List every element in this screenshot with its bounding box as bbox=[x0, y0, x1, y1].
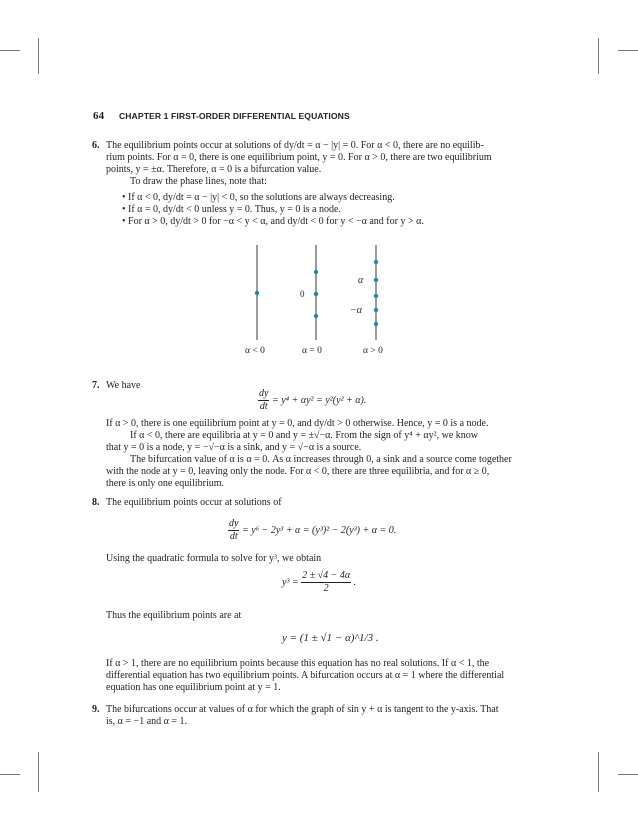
page-number: 64 bbox=[93, 110, 105, 122]
arrow-point bbox=[255, 291, 259, 295]
eq-numerator: 2 ± √4 − 4α bbox=[302, 570, 351, 581]
running-header bbox=[93, 110, 350, 123]
label-zero: 0 bbox=[300, 289, 305, 299]
equation-8c bbox=[282, 632, 379, 644]
eq-lhs: y³ = bbox=[282, 576, 299, 588]
bullet-item: • If α = 0, dy/dt < 0 unless y = 0. Thus, y = 0 is a node. bbox=[122, 204, 341, 215]
caption-alpha-pos: α > 0 bbox=[363, 346, 383, 356]
chapter-title: CHAPTER 1 FIRST-ORDER DIFFERENTIAL EQUATIONS bbox=[118, 111, 350, 121]
text-line: points, y = ±α. Therefore, α = 0 is a bifurcation value. bbox=[106, 164, 322, 175]
equilibrium-point bbox=[374, 278, 378, 282]
text-line: The equilibrium points occur at solutions of bbox=[106, 497, 282, 508]
arrow-point bbox=[374, 294, 378, 298]
text-line: that y = 0 is a node, y = −√−α is a sink, and y = √−α is a source. bbox=[106, 442, 362, 453]
text-line: To draw the phase lines, note that: bbox=[130, 176, 267, 187]
eq-rhs: = y⁶ − 2y³ + α = (y³)² − 2(y³) + α = 0. bbox=[241, 524, 397, 536]
eq-rhs: = y⁴ + αy² = y²(y² + α). bbox=[271, 394, 367, 406]
equilibrium-point bbox=[314, 292, 318, 296]
text-line: Thus the equilibrium points are at bbox=[106, 610, 242, 621]
problem-number: 6. bbox=[92, 140, 100, 151]
label-neg-alpha: −α bbox=[350, 305, 362, 316]
bullet-item: • If α < 0, dy/dt = α − |y| < 0, so the solutions are always decreasing. bbox=[122, 192, 395, 203]
arrow-point bbox=[314, 314, 318, 318]
text-line: If α > 0, there is one equilibrium point at y = 0, and dy/dt > 0 otherwise. Hence, y = 0 is a node. bbox=[106, 418, 489, 429]
problem-8-body bbox=[106, 658, 542, 694]
text-line: If α > 1, there are no equilibrium points because this equation has no real solutions. If α < 1, the bbox=[106, 658, 490, 669]
text-line: Using the quadratic formula to solve for y³, we obtain bbox=[106, 553, 322, 564]
eq-root: y = (1 ± √1 − α)^1/3 . bbox=[282, 632, 379, 644]
arrow-point bbox=[374, 322, 378, 326]
crop-mark bbox=[0, 50, 20, 51]
problem-8-text-2 bbox=[106, 553, 542, 565]
crop-mark bbox=[38, 752, 39, 792]
caption-alpha-zero: α = 0 bbox=[302, 346, 322, 356]
crop-mark bbox=[598, 38, 599, 74]
arrow-point bbox=[314, 270, 318, 274]
crop-mark bbox=[618, 774, 638, 775]
problem-6 bbox=[92, 140, 542, 228]
equation-7 bbox=[258, 388, 366, 413]
problem-number: 8. bbox=[92, 497, 100, 508]
label-alpha: α bbox=[358, 275, 364, 286]
problem-9 bbox=[92, 704, 542, 728]
problem-8-text-3 bbox=[106, 610, 542, 622]
text-line: with the node at y = 0, leaving only the node. For α < 0, there are three equilibria, and for α ≥ 0, bbox=[106, 466, 490, 477]
text-line: there is only one equilibrium. bbox=[106, 478, 225, 489]
eq-numerator: dy bbox=[259, 388, 269, 399]
text-line: The equilibrium points occur at solutions of dy/dt = α − |y| = 0. For α < 0, there are no equilib- bbox=[106, 140, 484, 151]
problem-7-body bbox=[106, 418, 542, 490]
eq-end: . bbox=[353, 576, 357, 588]
eq-denominator: dt bbox=[259, 401, 268, 412]
crop-mark bbox=[38, 38, 39, 74]
text-line: is, α = −1 and α = 1. bbox=[106, 716, 188, 727]
problem-8 bbox=[92, 497, 542, 509]
text-line: The bifurcations occur at values of α for which the graph of sin y + α is tangent to the y-axis. That bbox=[106, 704, 499, 715]
text-line: If α < 0, there are equilibria at y = 0 and y = ±√−α. From the sign of y⁴ + αy², we know bbox=[130, 430, 478, 441]
equation-8a bbox=[228, 518, 396, 543]
crop-mark bbox=[0, 774, 20, 775]
eq-numerator: dy bbox=[229, 518, 239, 529]
text-line: equation has one equilibrium point at y = 1. bbox=[106, 682, 281, 693]
caption-alpha-neg: α < 0 bbox=[245, 346, 265, 356]
equation-8b bbox=[282, 570, 356, 595]
arrow-point bbox=[374, 260, 378, 264]
bullet-item: • For α > 0, dy/dt > 0 for −α < y < α, and dy/dt < 0 for y < −α and for y > α. bbox=[122, 216, 424, 227]
problem-number: 7. bbox=[92, 380, 100, 391]
text-line: We have bbox=[106, 380, 141, 391]
phase-line-figure bbox=[0, 240, 638, 360]
crop-mark bbox=[598, 752, 599, 792]
equilibrium-point bbox=[374, 308, 378, 312]
text-line: differential equation has two equilibrium points. A bifurcation occurs at α = 1 where the differential bbox=[106, 670, 505, 681]
eq-denominator: dt bbox=[229, 531, 238, 542]
problem-number: 9. bbox=[92, 704, 100, 715]
eq-denominator: 2 bbox=[323, 583, 329, 594]
crop-mark bbox=[618, 50, 638, 51]
text-line: rium points. For α = 0, there is one equilibrium point, y = 0. For α > 0, there are two equilibrium bbox=[106, 152, 492, 163]
text-line: The bifurcation value of α is α = 0. As α increases through 0, a sink and a source come together bbox=[130, 454, 512, 465]
